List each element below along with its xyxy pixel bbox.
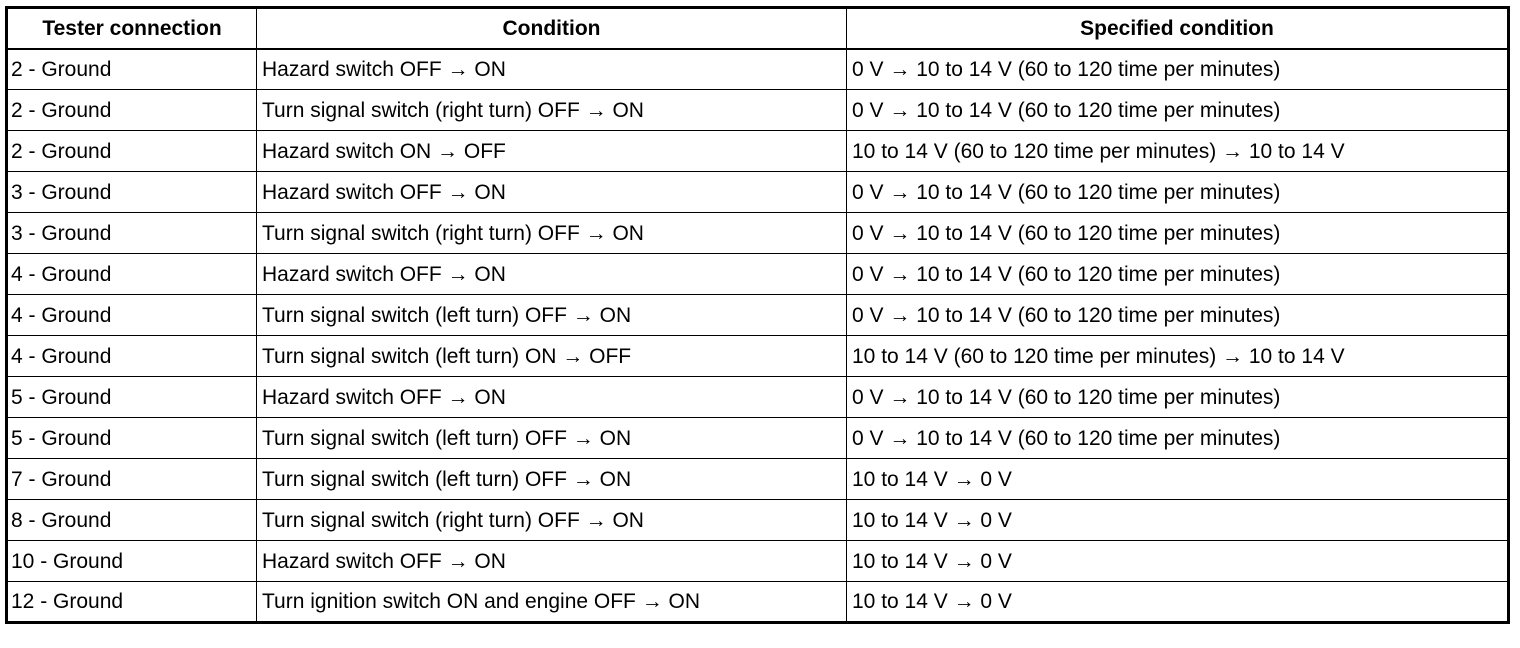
table-header [7, 8, 1509, 49]
condition-cell: Turn signal switch (right turn) OFF → ON [257, 500, 847, 541]
header-tester-connection: Tester connection [7, 8, 257, 49]
tester-connection-cell: 4 - Ground [7, 254, 257, 295]
condition-cell: Turn signal switch (right turn) OFF → ON [257, 90, 847, 131]
specified-condition-cell: 0 V → 10 to 14 V (60 to 120 time per minutes) [847, 254, 1509, 295]
header-row [7, 8, 1509, 49]
tester-connection-cell: 10 - Ground [7, 541, 257, 582]
condition-cell: Hazard switch OFF → ON [257, 254, 847, 295]
table-body [7, 49, 1509, 623]
specified-condition-cell: 0 V → 10 to 14 V (60 to 120 time per minutes) [847, 295, 1509, 336]
tester-connection-cell: 12 - Ground [7, 582, 257, 623]
condition-cell: Turn signal switch (left turn) OFF → ON [257, 459, 847, 500]
tester-connection-cell: 5 - Ground [7, 377, 257, 418]
table-row [7, 377, 1509, 418]
table-row [7, 500, 1509, 541]
table-row [7, 541, 1509, 582]
condition-cell: Hazard switch OFF → ON [257, 49, 847, 90]
table-row [7, 582, 1509, 623]
specified-condition-cell: 0 V → 10 to 14 V (60 to 120 time per minutes) [847, 418, 1509, 459]
inspection-table [5, 6, 1510, 624]
table-row [7, 336, 1509, 377]
table-row [7, 49, 1509, 90]
specified-condition-cell: 0 V → 10 to 14 V (60 to 120 time per minutes) [847, 377, 1509, 418]
tester-connection-cell: 3 - Ground [7, 172, 257, 213]
tester-connection-cell: 2 - Ground [7, 49, 257, 90]
condition-cell: Turn signal switch (right turn) OFF → ON [257, 213, 847, 254]
condition-cell: Hazard switch OFF → ON [257, 172, 847, 213]
condition-cell: Turn signal switch (left turn) ON → OFF [257, 336, 847, 377]
header-specified-condition: Specified condition [847, 8, 1509, 49]
table-row [7, 418, 1509, 459]
table-row [7, 295, 1509, 336]
table-row [7, 459, 1509, 500]
header-condition: Condition [257, 8, 847, 49]
specified-condition-cell: 10 to 14 V → 0 V [847, 500, 1509, 541]
specified-condition-cell: 0 V → 10 to 14 V (60 to 120 time per minutes) [847, 213, 1509, 254]
specified-condition-cell: 0 V → 10 to 14 V (60 to 120 time per minutes) [847, 49, 1509, 90]
tester-connection-cell: 2 - Ground [7, 131, 257, 172]
tester-connection-cell: 4 - Ground [7, 336, 257, 377]
table-row [7, 90, 1509, 131]
table-row [7, 172, 1509, 213]
tester-connection-cell: 2 - Ground [7, 90, 257, 131]
specified-condition-cell: 10 to 14 V → 0 V [847, 582, 1509, 623]
specified-condition-cell: 10 to 14 V → 0 V [847, 459, 1509, 500]
tester-connection-cell: 4 - Ground [7, 295, 257, 336]
specified-condition-cell: 10 to 14 V (60 to 120 time per minutes) → 10 to 14 V [847, 131, 1509, 172]
tester-connection-cell: 3 - Ground [7, 213, 257, 254]
specified-condition-cell: 10 to 14 V (60 to 120 time per minutes) → 10 to 14 V [847, 336, 1509, 377]
condition-cell: Hazard switch OFF → ON [257, 377, 847, 418]
condition-cell: Hazard switch OFF → ON [257, 541, 847, 582]
tester-connection-cell: 8 - Ground [7, 500, 257, 541]
table-row [7, 131, 1509, 172]
tester-connection-cell: 7 - Ground [7, 459, 257, 500]
table-row [7, 213, 1509, 254]
table-row [7, 254, 1509, 295]
condition-cell: Turn signal switch (left turn) OFF → ON [257, 295, 847, 336]
condition-cell: Hazard switch ON → OFF [257, 131, 847, 172]
tester-connection-cell: 5 - Ground [7, 418, 257, 459]
specified-condition-cell: 10 to 14 V → 0 V [847, 541, 1509, 582]
specified-condition-cell: 0 V → 10 to 14 V (60 to 120 time per minutes) [847, 172, 1509, 213]
condition-cell: Turn signal switch (left turn) OFF → ON [257, 418, 847, 459]
condition-cell: Turn ignition switch ON and engine OFF → ON [257, 582, 847, 623]
specified-condition-cell: 0 V → 10 to 14 V (60 to 120 time per minutes) [847, 90, 1509, 131]
